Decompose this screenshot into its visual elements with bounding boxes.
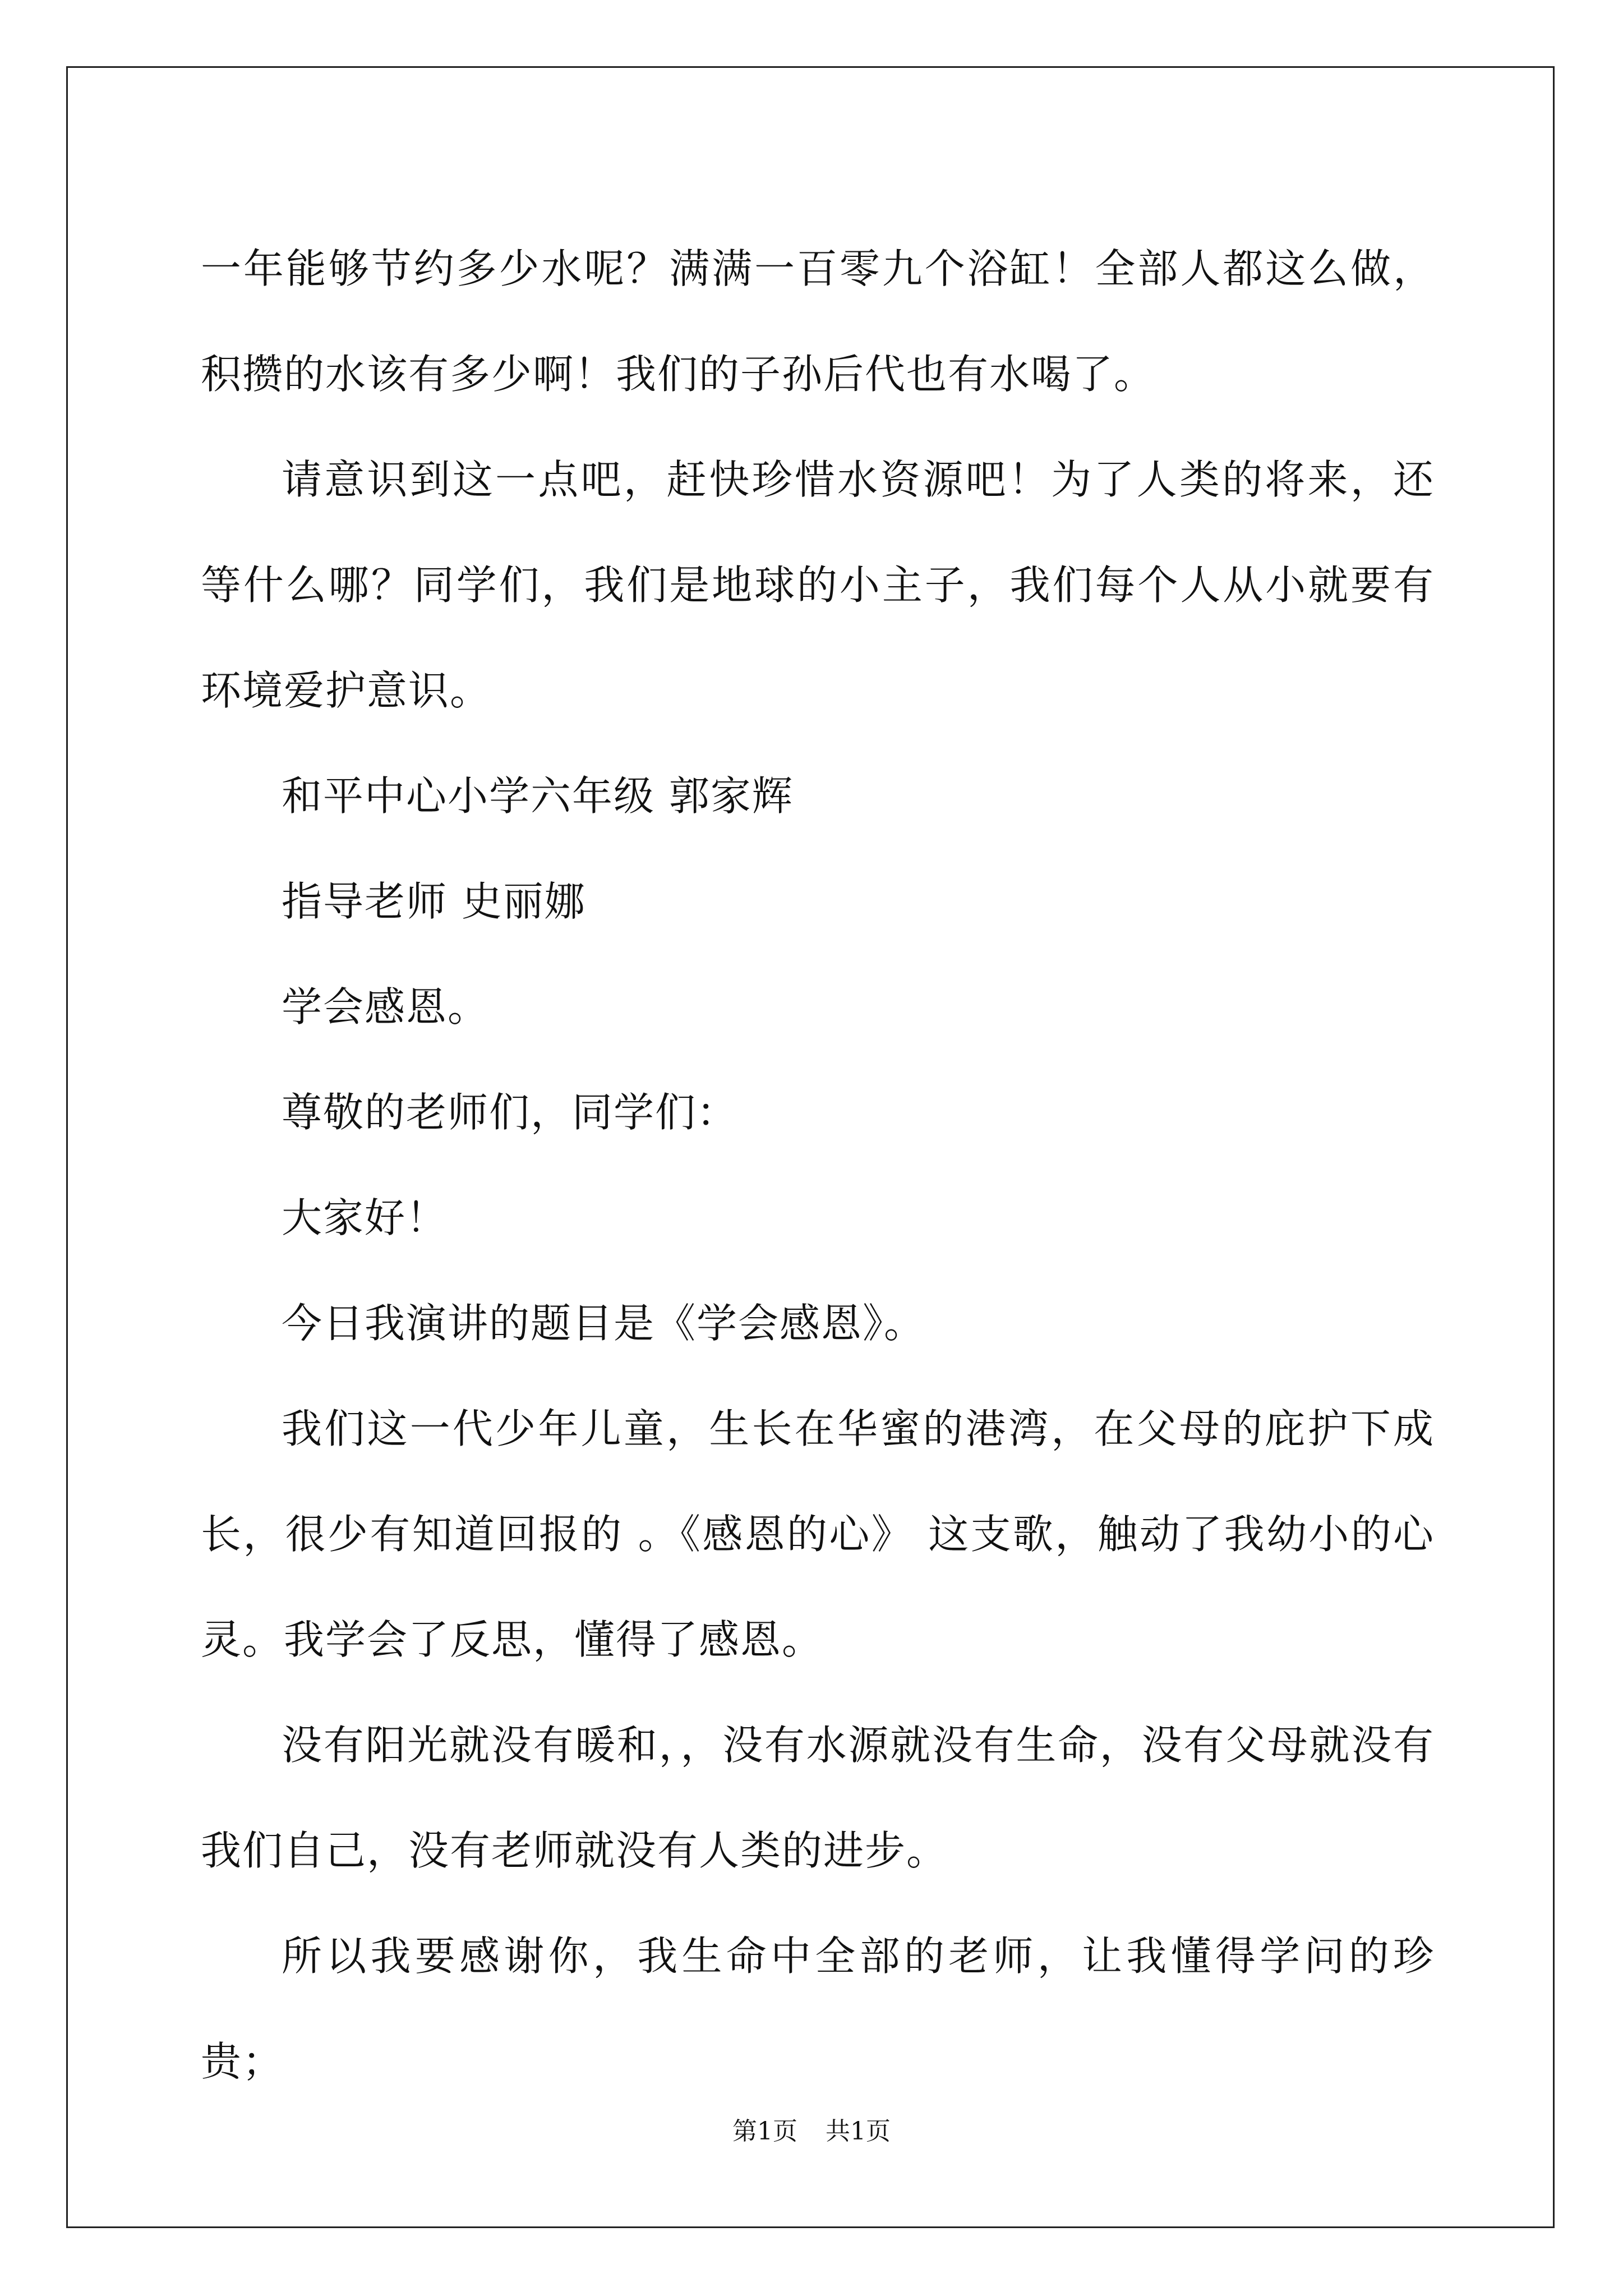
paragraph-thanks: 所以我要感谢你，我生命中全部的老师，让我懂得学问的珍贵；	[201, 1932, 1435, 2085]
paragraph-generation: 我们这一代少年儿童，生长在华蜜的港湾，在父母的庇护下成长，很少有知道回报的 。《感恩的心》 这支歌，触动了我幼小的心灵。我学会了反思，懂得了感恩。	[201, 1405, 1435, 1663]
greeting: 大家好！	[282, 1194, 448, 1241]
page-footer	[0, 2115, 1623, 2148]
speech-title-line: 学会感恩。	[282, 983, 490, 1030]
document-body	[201, 216, 1435, 2114]
author-line: 和平中心小学六年级 郭家辉	[282, 772, 794, 820]
paragraph-1: 一年能够节约多少水呢？满满一百零九个浴缸！全部人都这么做，积攒的水该有多少啊！我们的子孙后代也有水喝了。	[201, 245, 1435, 398]
page-number-current: 第1页	[732, 2117, 797, 2146]
page-number-total: 共1页	[826, 2117, 891, 2146]
paragraph-topic: 今日我演讲的题目是《学会感恩》。	[282, 1300, 926, 1347]
advisor-line: 指导老师 史丽娜	[282, 878, 586, 925]
paragraph-2: 请意识到这一点吧，赶快珍惜水资源吧！为了人类的将来，还等什么哪？同学们，我们是地球的小主子，我们每个人从小就要有环境爱护意识。	[201, 456, 1435, 714]
salutation: 尊敬的老师们，同学们：	[282, 1089, 739, 1136]
paragraph-sunlight: 没有阳光就没有暖和，，没有水源就没有生命，没有父母就没有我们自己，没有老师就没有人类的进步。	[201, 1722, 1435, 1874]
